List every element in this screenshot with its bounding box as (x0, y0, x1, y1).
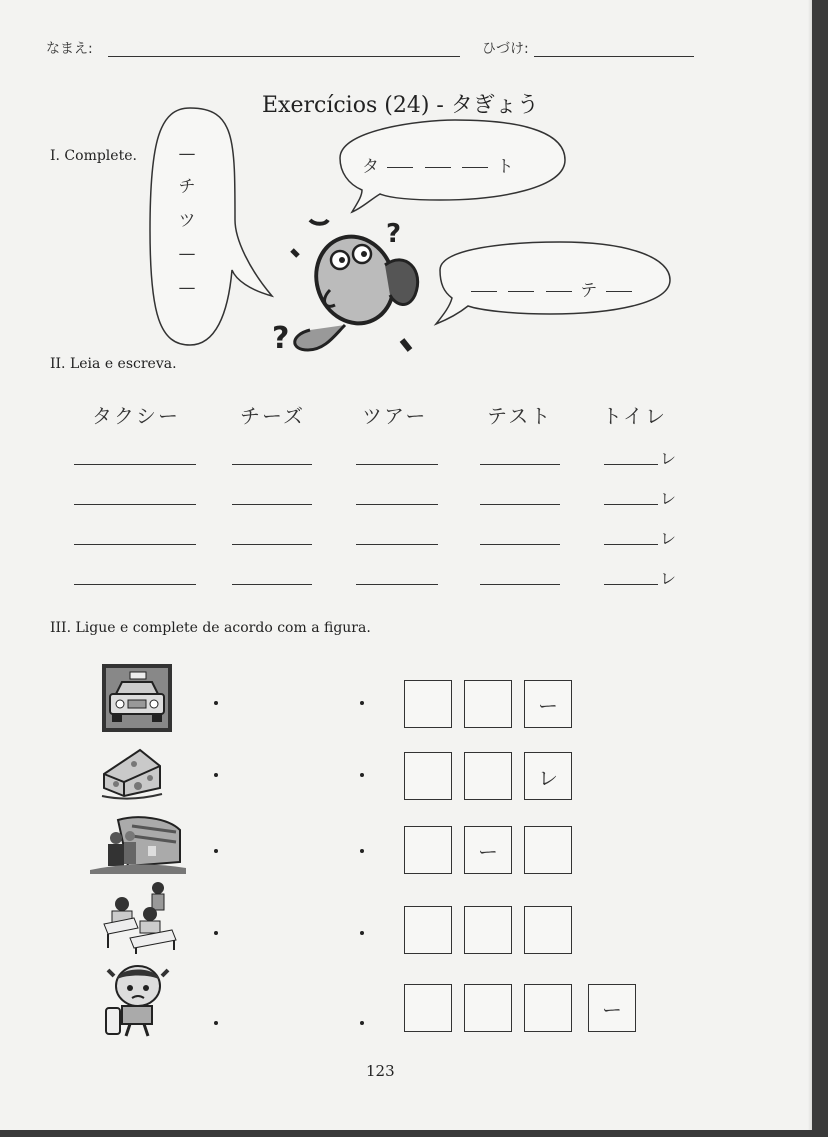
answer-box[interactable] (464, 752, 512, 800)
test-classroom-picture (100, 878, 180, 954)
vbubble-item-2: チ (178, 177, 196, 197)
answer-line[interactable] (74, 544, 196, 545)
suffix-re: レ (660, 489, 677, 508)
blank-line[interactable] (462, 167, 488, 168)
answer-box[interactable]: ー (464, 826, 512, 874)
section-1-label: I. Complete. (50, 148, 137, 164)
name-field-line[interactable] (108, 56, 460, 57)
suffix-re: レ (660, 569, 677, 588)
answer-box[interactable]: レ (524, 752, 572, 800)
answer-line[interactable] (232, 584, 312, 585)
page-number: 123 (366, 1062, 395, 1080)
vbubble-item-5[interactable]: — (178, 278, 196, 298)
top-bubble-content (362, 152, 514, 177)
answer-line[interactable] (604, 504, 658, 505)
answer-line[interactable] (74, 584, 196, 585)
answer-box[interactable] (404, 984, 452, 1032)
right-bubble-content (468, 276, 635, 301)
top-bubble-end: ト (496, 157, 514, 177)
toilet-picture (102, 964, 172, 1040)
answer-line[interactable] (604, 584, 658, 585)
blank-line[interactable] (425, 167, 451, 168)
vbubble-item-3: ツ (178, 211, 196, 231)
answer-box[interactable] (404, 680, 452, 728)
svg-text:?: ? (272, 321, 290, 356)
answer-line[interactable] (604, 464, 658, 465)
word-test: テスト (487, 404, 553, 428)
answer-line[interactable] (480, 464, 560, 465)
match-dot-left[interactable] (214, 849, 218, 853)
top-bubble-start: タ (362, 157, 379, 177)
answer-box[interactable] (524, 826, 572, 874)
tour-bus-picture (88, 812, 188, 876)
answer-line[interactable] (480, 504, 560, 505)
match-dot-right[interactable] (360, 701, 364, 705)
answer-line[interactable] (232, 544, 312, 545)
date-field-line[interactable] (534, 56, 694, 57)
answer-line[interactable] (356, 584, 438, 585)
right-bubble-kana: テ (580, 281, 598, 301)
answer-line[interactable] (480, 584, 560, 585)
answer-line[interactable] (232, 504, 312, 505)
match-dot-left[interactable] (214, 701, 218, 705)
answer-line[interactable] (604, 544, 658, 545)
blank-line[interactable] (471, 291, 497, 292)
answer-box[interactable] (524, 906, 572, 954)
word-cheese: チーズ (240, 404, 305, 428)
answer-line[interactable] (356, 504, 438, 505)
answer-box[interactable]: ー (524, 680, 572, 728)
answer-box[interactable]: ー (588, 984, 636, 1032)
vbubble-item-1[interactable]: — (178, 144, 196, 164)
answer-line[interactable] (74, 504, 196, 505)
blank-line[interactable] (606, 291, 632, 292)
word-tour: ツアー (362, 404, 428, 428)
blank-line[interactable] (387, 167, 413, 168)
cheese-picture (100, 744, 164, 800)
answer-box[interactable] (404, 826, 452, 874)
match-dot-right[interactable] (360, 931, 364, 935)
match-dot-right[interactable] (360, 773, 364, 777)
answer-box[interactable] (464, 984, 512, 1032)
match-dot-left[interactable] (214, 773, 218, 777)
word-toilet: トイレ (602, 404, 667, 428)
suffix-re: レ (660, 529, 677, 548)
name-label: なまえ: (46, 41, 93, 57)
answer-line[interactable] (74, 464, 196, 465)
blank-line[interactable] (508, 291, 534, 292)
suffix-re: レ (660, 449, 677, 468)
answer-box[interactable] (464, 680, 512, 728)
match-dot-right[interactable] (360, 1021, 364, 1025)
answer-line[interactable] (356, 544, 438, 545)
word-taxi: タクシー (92, 404, 180, 428)
page-title: Exercícios (24) - タぎょう (262, 93, 539, 118)
match-dot-left[interactable] (214, 1021, 218, 1025)
taxi-picture (102, 664, 172, 732)
answer-line[interactable] (480, 544, 560, 545)
answer-box[interactable] (524, 984, 572, 1032)
match-dot-left[interactable] (214, 931, 218, 935)
vbubble-item-4[interactable]: — (178, 244, 196, 264)
answer-box[interactable] (464, 906, 512, 954)
blank-line[interactable] (546, 291, 572, 292)
answer-line[interactable] (232, 464, 312, 465)
answer-box[interactable] (404, 752, 452, 800)
speech-bubbles-illustration (140, 100, 680, 370)
answer-box[interactable] (404, 906, 452, 954)
date-label: ひづけ: (482, 41, 529, 57)
answer-line[interactable] (356, 464, 438, 465)
section-3-label: III. Ligue e complete de acordo com a figura. (50, 620, 371, 636)
confused-person-icon (272, 219, 418, 356)
svg-text:?: ? (386, 219, 402, 249)
match-dot-right[interactable] (360, 849, 364, 853)
section-2-label: II. Leia e escreva. (50, 356, 177, 372)
